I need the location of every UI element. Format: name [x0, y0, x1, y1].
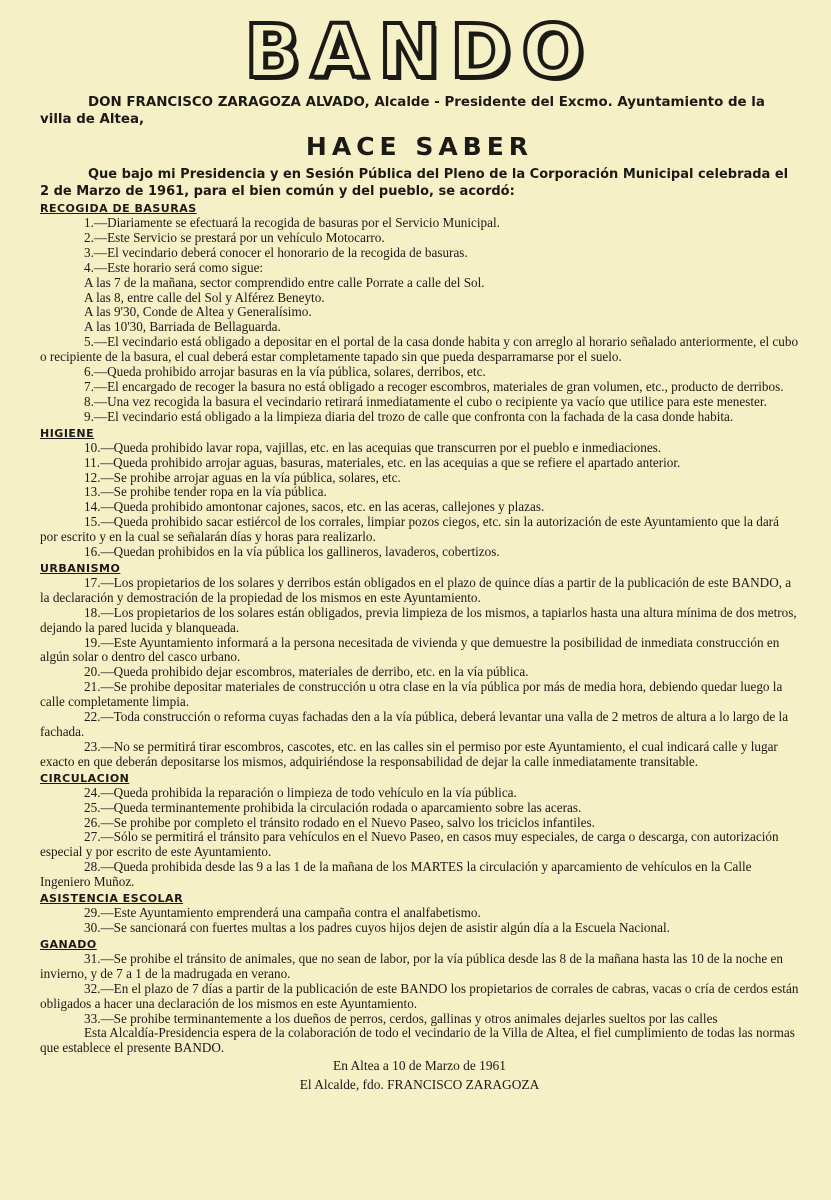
section-urbanismo	[40, 561, 799, 770]
intro-text: DON FRANCISCO ZARAGOZA ALVADO, Alcalde - Presidente del Excmo. Ayuntamiento de la villa de Altea,	[40, 95, 765, 127]
section-heading: HIGIENE	[40, 426, 95, 440]
signature-block	[40, 1056, 799, 1094]
list-item: A las 7 de la mañana, sector comprendido entre calle Porrate a calle del Sol.	[84, 274, 485, 290]
hace-saber-heading: HACE SABER	[305, 132, 534, 161]
list-item: 21.—Se prohibe depositar materiales de construcción u otra clase en la vía pública por más de media hora, debiendo quedar luego la calle completamente limpia.	[40, 679, 783, 710]
sections-container	[40, 201, 799, 1026]
list-item: 25.—Queda terminantemente prohibida la circulación rodada o aparcamiento sobre las aceras.	[84, 799, 582, 815]
list-item: 31.—Se prohibe el tránsito de animales, que no sean de labor, por la vía pública desde las 8 de la mañana hasta las 10 de la noche en invierno, y de 7 a 1 de la madrugada en verano.	[40, 950, 783, 981]
list-item: 1.—Diariamente se efectuará la recogida de basuras por el Servicio Municipal.	[84, 215, 500, 230]
list-item: 14.—Queda prohibido amontonar cajones, sacos, etc. en las aceras, callejones y plazas.	[84, 499, 545, 515]
list-item: 23.—No se permitirá tirar escombros, cascotes, etc. en las calles sin el permiso por este Ayuntamiento, el cual indicará calle y lugar exacto en que deberán depositarse los mismos, adquiriéndose la responsabilidad de dejar la calle inmediatamente transitable.	[40, 738, 778, 769]
section-circulacion	[40, 771, 799, 890]
section-ganado	[40, 937, 799, 1027]
place-date: En Altea a 10 de Marzo de 1961	[333, 1058, 506, 1074]
preamble-text: Que bajo mi Presidencia y en Sesión Pública del Pleno de la Corporación Municipal celebrada el 2 de Marzo de 1961, para el bien común y del pueblo, se acordó:	[40, 167, 789, 199]
list-item: 7.—El encargado de recoger la basura no está obligado a recoger escombros, materiales de gran volumen, etc., producto de derribos.	[84, 378, 784, 394]
list-item: 5.—El vecindario está obligado a depositar en el portal de la casa donde habita y con arreglo al horario señalado anteriormente, el cubo o recipiente de la basura, el cual deberá estar completamente tapado sin que pueda desparramarse por el suelo.	[40, 334, 799, 365]
list-item: 26.—Se prohibe por completo el tránsito rodado en el Nuevo Paseo, salvo los triciclos infantiles.	[84, 814, 595, 830]
list-item: A las 10'30, Barriada de Bellaguarda.	[84, 319, 281, 335]
list-item: 22.—Toda construcción o reforma cuyas fachadas den a la vía pública, deberá levantar una valla de 2 metros de altura a lo largo de la fachada.	[40, 709, 789, 739]
list-item: A las 9'30, Conde de Altea y Generalísimo.	[84, 304, 312, 320]
list-item: 28.—Queda prohibida desde las 9 a las 1 de la mañana de los MARTES la circulación y aparcamiento de vehículos en la Calle Ingeniero Muñoz.	[40, 859, 752, 890]
list-item: 20.—Queda prohibido dejar escombros, materiales de derribo, etc. en la vía pública.	[84, 664, 529, 680]
list-item: 2.—Este Servicio se prestará por un vehículo Motocarro.	[84, 229, 385, 245]
poster-title: BANDO	[244, 9, 595, 95]
list-item: 3.—El vecindario deberá conocer el honorario de la recogida de basuras.	[84, 244, 468, 260]
list-item: 19.—Este Ayuntamiento informará a la persona necesitada de vivienda y que demuestre la posibilidad de inmediata construcción en algún solar o dentro del casco urbano.	[40, 634, 780, 665]
list-item: 24.—Queda prohibida la reparación o limpieza de todo vehículo en la vía pública.	[84, 784, 517, 800]
section-heading: ASISTENCIA ESCOLAR	[40, 892, 184, 906]
list-item: 30.—Se sancionará con fuertes multas a los padres cuyos hijos dejen de asistir algún día a la Escuela Nacional.	[84, 919, 670, 935]
list-item: 32.—En el plazo de 7 días a partir de la publicación de este BANDO los propietarios de corrales de cabras, vacas o cría de cerdos están obligados a hacer una declaración de los mismos en este Ayuntamiento.	[40, 980, 799, 1011]
closing-text: Esta Alcaldía-Presidencia espera de la colaboración de todo el vecindario de la Villa de Altea, el fiel cumplimiento de todas las normas que establece el presente BANDO.	[40, 1025, 795, 1056]
list-item: 29.—Este Ayuntamiento emprenderá una campaña contra el analfabetismo.	[84, 905, 481, 921]
list-item: 12.—Se prohibe arrojar aguas en la vía pública, solares, etc.	[84, 469, 401, 485]
list-item: 11.—Queda prohibido arrojar aguas, basuras, materiales, etc. en las acequias a que se refiere el apartado anterior.	[84, 454, 681, 470]
section-higiene	[40, 426, 799, 560]
list-item: 9.—El vecindario está obligado a la limpieza diaria del trozo de calle que confronta con la fachada de la casa donde habita.	[84, 408, 734, 424]
section-heading: CIRCULACION	[40, 771, 130, 785]
list-item: 6.—Queda prohibido arrojar basuras en la vía pública, solares, derribos, etc.	[84, 364, 486, 380]
section-asistencia	[40, 891, 799, 936]
list-item: 16.—Quedan prohibidos en la vía pública los gallineros, lavaderos, cobertizos.	[84, 544, 500, 560]
list-item: 15.—Queda prohibido sacar estiércol de los corrales, limpiar pozos ciegos, etc. sin la autorización de este Ayuntamiento que la dará por escrito y en la cual se señalarán días y horas para realizarlo.	[40, 514, 779, 545]
section-heading: GANADO	[40, 937, 97, 951]
section-heading: RECOGIDA DE BASURAS	[40, 202, 197, 215]
list-item: 13.—Se prohibe tender ropa en la vía pública.	[84, 484, 327, 500]
list-item: 8.—Una vez recogida la basura el vecindario retirará inmediatamente el cubo o recipiente ya vacío que utilice para este menester.	[84, 393, 767, 409]
section-recogida	[40, 201, 799, 425]
list-item: 17.—Los propietarios de los solares y derribos están obligados en el plazo de quince días a partir de la publicación de este BANDO, a la declaración y demostración de la propiedad de los mismos en este Ayuntamiento.	[40, 574, 792, 605]
list-item: 4.—Este horario será como sigue:	[84, 259, 264, 275]
list-item: 18.—Los propietarios de los solares están obligados, previa limpieza de los mismos, a tapiarlos hasta una altura mínima de dos metros, dejando la pared lucida y blanqueada.	[40, 604, 797, 635]
section-heading: URBANISMO	[40, 561, 121, 575]
signature: El Alcalde, fdo. FRANCISCO ZARAGOZA	[299, 1077, 540, 1093]
list-item: A las 8, entre calle del Sol y Alférez Beneyto.	[84, 289, 325, 305]
list-item: 10.—Queda prohibido lavar ropa, vajillas, etc. en las acequias que transcurren por el pueblo e inmediaciones.	[84, 439, 662, 455]
list-item: 33.—Se prohibe terminantemente a los dueños de perros, cerdos, gallinas y otros animales dejarles sueltos por las calles	[84, 1010, 718, 1026]
list-item: 27.—Sólo se permitirá el tránsito para vehículos en el Nuevo Paseo, en casos muy especiales, de carga o descarga, con autorización especial y por escrito de este Ayuntamiento.	[40, 829, 779, 860]
